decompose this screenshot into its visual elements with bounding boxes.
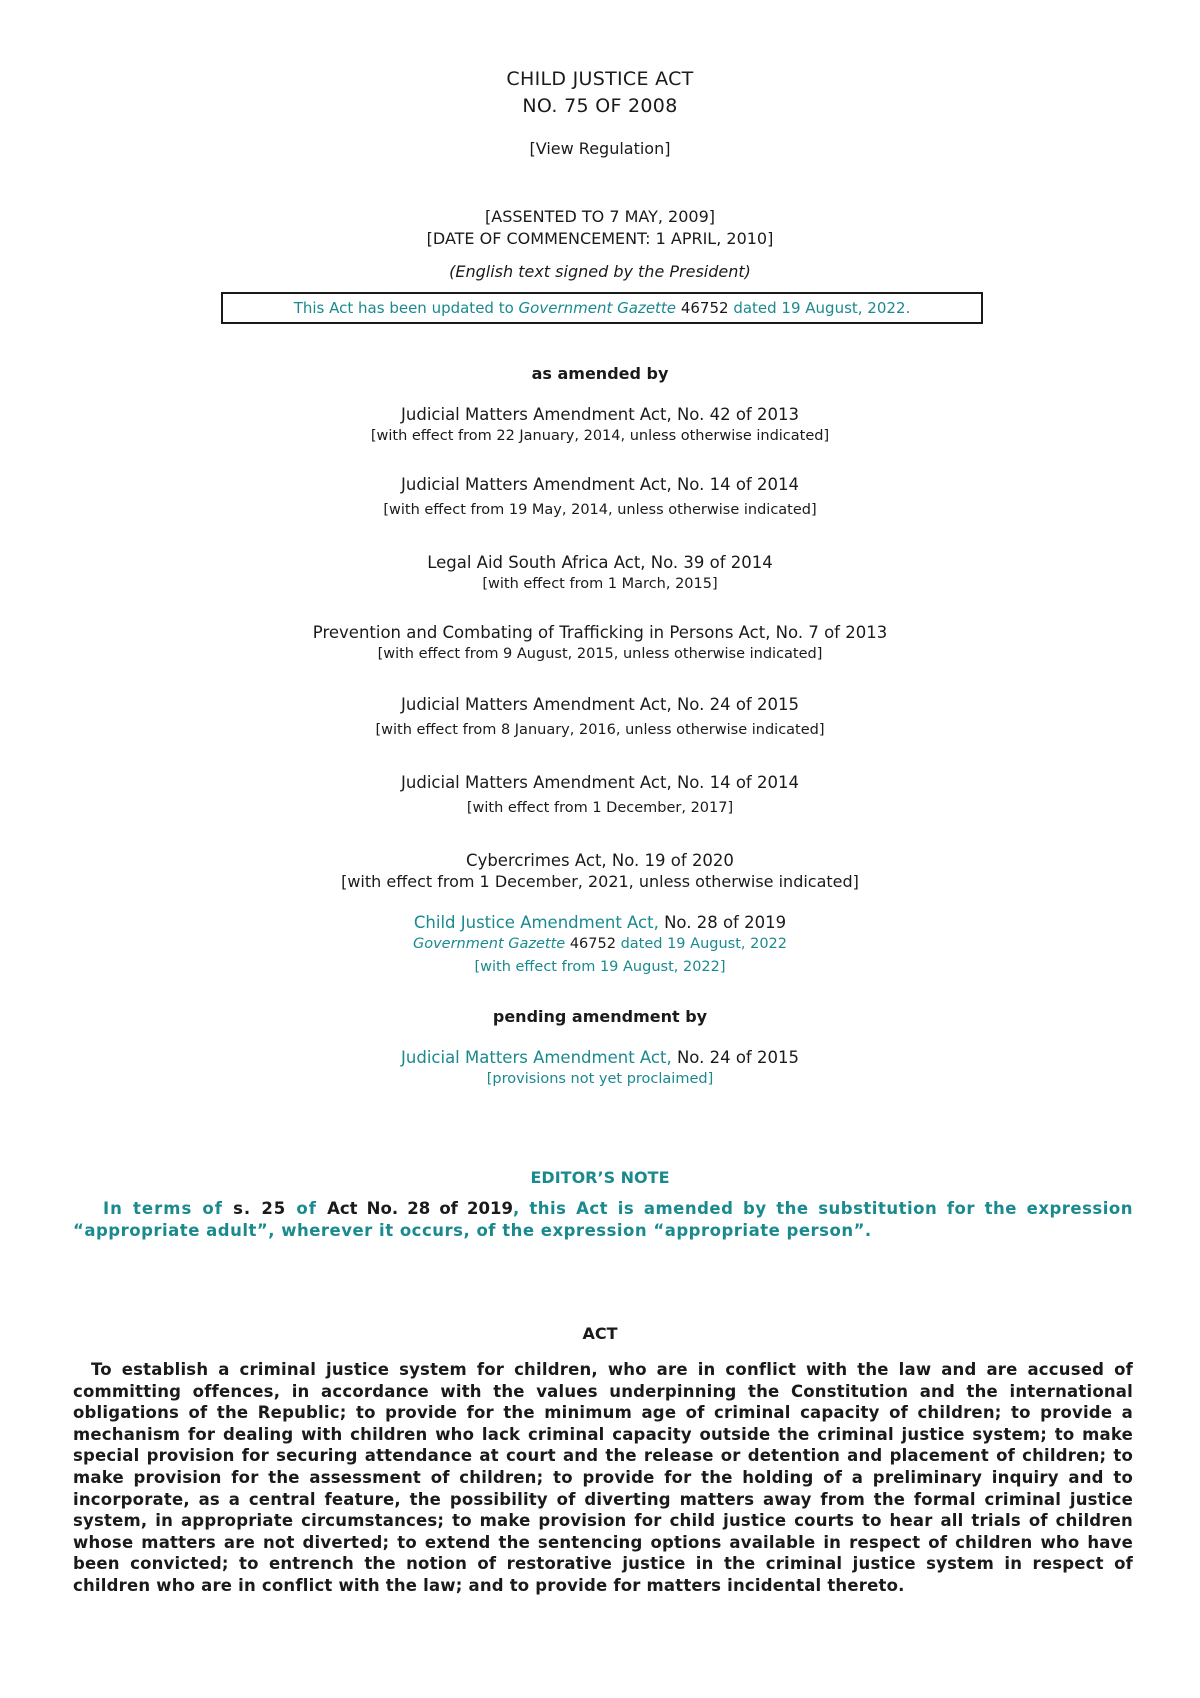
assent-date: [ASSENTED TO 7 MAY, 2009] bbox=[485, 207, 715, 226]
editors-note-heading: EDITOR’S NOTE bbox=[530, 1168, 670, 1187]
amendment-item bbox=[0, 850, 1200, 892]
amendment-name: Legal Aid South Africa Act, No. 39 of 2014 bbox=[427, 553, 773, 572]
update-notice-gazette: Government Gazette bbox=[518, 299, 677, 317]
amendment-item bbox=[0, 694, 1200, 740]
latest-amendment-number: No. 28 of 2019 bbox=[658, 913, 787, 932]
editors-note-text bbox=[73, 1198, 1133, 1242]
amendment-item bbox=[0, 622, 1200, 664]
amendment-item bbox=[0, 404, 1200, 446]
update-notice-box bbox=[221, 292, 983, 324]
amendment-effect: [with effect from 8 January, 2016, unless otherwise indicated] bbox=[375, 722, 825, 738]
editors-note-part1: In terms of bbox=[103, 1199, 234, 1218]
latest-amendment-link[interactable]: Child Justice Amendment Act, bbox=[413, 913, 659, 932]
amendment-name: Judicial Matters Amendment Act, No. 42 of 2013 bbox=[401, 405, 799, 424]
amendment-name: Prevention and Combating of Trafficking in Persons Act, No. 7 of 2013 bbox=[312, 623, 888, 642]
latest-amendment-gazette: Government Gazette bbox=[412, 936, 566, 952]
act-title: CHILD JUSTICE ACT bbox=[506, 68, 694, 90]
amendment-item bbox=[0, 772, 1200, 818]
act-long-title: To establish a criminal justice system for children, who are in conflict with the law and are accused of committing offences, in accordance with the values underpinning the Constitution and the international obligations of the Republic; to provide for the minimum age of criminal capacity of children; to provide a mechanism for dealing with children who lack criminal capacity outside the criminal justice system; to make special provision for securing attendance at court and the release or detention and placement of children; to make provision for the assessment of children; to provide for the holding of a preliminary inquiry and to incorporate, as a central feature, the possibility of diverting matters away from the formal criminal justice system, in appropriate circumstances; to make provision for child justice courts to hear all trials of children whose matters are not diverted; to extend the sentencing options available in respect of children who have been convicted; to entrench the notion of restorative justice in the criminal justice system in respect of children who are in conflict with the law; and to provide for matters incidental thereto. bbox=[73, 1360, 1133, 1595]
amendment-name: Cybercrimes Act, No. 19 of 2020 bbox=[466, 851, 734, 870]
editors-note-act-ref: Act No. 28 of 2019 bbox=[327, 1199, 513, 1218]
latest-amendment-gazette-date: dated 19 August, 2022 bbox=[615, 936, 788, 952]
pending-amendment-status: [provisions not yet proclaimed] bbox=[486, 1071, 714, 1087]
pending-amendment-number: No. 24 of 2015 bbox=[671, 1048, 799, 1067]
update-notice-suffix: dated 19 August, 2022. bbox=[728, 299, 911, 317]
act-number: NO. 75 OF 2008 bbox=[522, 95, 678, 117]
amendment-effect: [with effect from 22 January, 2014, unless otherwise indicated] bbox=[370, 428, 830, 444]
commencement-date: [DATE OF COMMENCEMENT: 1 APRIL, 2010] bbox=[426, 229, 774, 248]
latest-amendment-effect: [with effect from 19 August, 2022] bbox=[474, 959, 726, 975]
amendment-item bbox=[0, 474, 1200, 520]
editors-note-section-ref: s. 25 bbox=[233, 1199, 287, 1218]
amendment-item bbox=[0, 552, 1200, 594]
amendment-name: Judicial Matters Amendment Act, No. 14 of 2014 bbox=[401, 475, 799, 494]
amendment-effect: [with effect from 1 March, 2015] bbox=[482, 576, 718, 592]
pending-amendment bbox=[0, 1047, 1200, 1089]
update-notice-number: 46752 bbox=[676, 299, 729, 317]
amendment-effect: [with effect from 1 December, 2017] bbox=[466, 800, 734, 816]
amendment-effect: [with effect from 9 August, 2015, unless otherwise indicated] bbox=[377, 646, 823, 662]
update-notice-prefix: This Act has been updated to bbox=[293, 299, 519, 317]
latest-amendment-gazette-number: 46752 bbox=[565, 936, 616, 952]
editors-note-part5: , this Act is amended by the substitution for the expression “appropriate adult”, wherever it occurs, of the expression “appropriate person”. bbox=[73, 1199, 1133, 1240]
amendment-name: Judicial Matters Amendment Act, No. 14 of 2014 bbox=[401, 773, 799, 792]
pending-amendment-heading: pending amendment by bbox=[492, 1007, 708, 1026]
amendment-effect: [with effect from 19 May, 2014, unless otherwise indicated] bbox=[383, 502, 817, 518]
amendment-name: Judicial Matters Amendment Act, No. 24 of 2015 bbox=[401, 695, 799, 714]
amended-by-heading: as amended by bbox=[531, 364, 669, 383]
act-heading: ACT bbox=[582, 1324, 618, 1343]
view-regulation-link[interactable]: [View Regulation] bbox=[529, 139, 671, 158]
amendment-effect: [with effect from 1 December, 2021, unless otherwise indicated] bbox=[341, 872, 859, 891]
pending-amendment-link[interactable]: Judicial Matters Amendment Act, bbox=[401, 1048, 672, 1067]
signed-note: (English text signed by the President) bbox=[449, 262, 751, 281]
latest-amendment bbox=[0, 912, 1200, 977]
editors-note-part3: of bbox=[286, 1199, 328, 1218]
